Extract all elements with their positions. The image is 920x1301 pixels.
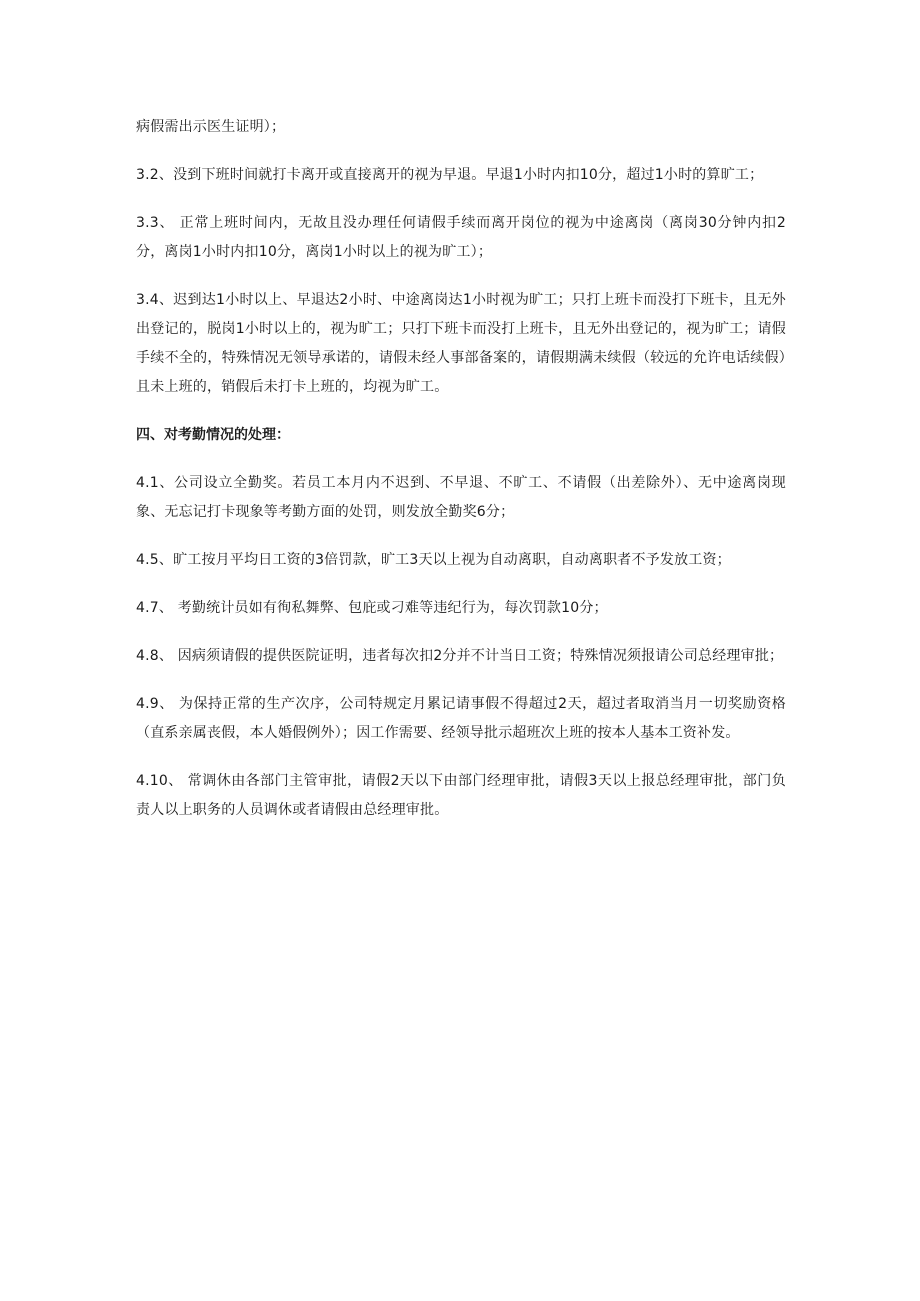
paragraph-3-2-early-leave: 3.2、没到下班时间就打卡离开或直接离开的视为早退。早退1小时内扣10分，超过1小时的算旷工； (136, 167, 764, 183)
document-body (136, 113, 786, 844)
paragraph-sick-leave-note: 病假需出示医生证明）； (136, 119, 286, 135)
section-heading-attendance-handling: 四、对考勤情况的处理： (136, 427, 290, 443)
item-4-10-approval-rules: 4.10、 常调休由各部门主管审批，请假2天以下由部门经理审批，请假3天以上报总经理审批，部门负责人以上职务的人员调休或者请假由总经理审批。 (136, 773, 786, 818)
item-4-8-sick-leave-proof: 4.8、 因病须请假的提供医院证明，违者每次扣2分并不计当日工资；特殊情况须报请公司总经理审批； (136, 648, 784, 664)
item-4-9-leave-limit: 4.9、 为保持正常的生产次序，公司特规定月累记请事假不得超过2天，超过者取消当月一切奖励资格（直系亲属丧假，本人婚假例外）；因工作需要、经领导批示超班次上班的按本人基本工资补发。 (136, 696, 786, 741)
paragraph-3-4-absenteeism: 3.4、迟到达1小时以上、早退达2小时、中途离岗达1小时视为旷工；只打上班卡而没打下班卡，且无外出登记的，脱岗1小时以上的，视为旷工；只打下班卡而没打上班卡，且无外出登记的，视为旷工；请假手续不全的，特殊情况无领导承诺的，请假未经人事部备案的，请假期满未续假（较远的允许电话续假）且未上班的，销假后未打卡上班的，均视为旷工。 (136, 292, 786, 395)
item-4-7-statistician-discipline: 4.7、 考勤统计员如有徇私舞弊、包庇或刁难等违纪行为，每次罚款10分； (136, 600, 608, 616)
item-4-5-absenteeism-penalty: 4.5、旷工按月平均日工资的3倍罚款，旷工3天以上视为自动离职，自动离职者不予发放工资； (136, 552, 731, 568)
paragraph-3-3-leave-post: 3.3、 正常上班时间内，无故且没办理任何请假手续而离开岗位的视为中途离岗（离岗30分钟内扣2分，离岗1小时内扣10分，离岗1小时以上的视为旷工）； (136, 215, 786, 260)
item-4-1-full-attendance-award: 4.1、公司设立全勤奖。若员工本月内不迟到、不早退、不旷工、不请假（出差除外）、无中途离岗现象、无忘记打卡现象等考勤方面的处罚，则发放全勤奖6分； (136, 475, 786, 520)
